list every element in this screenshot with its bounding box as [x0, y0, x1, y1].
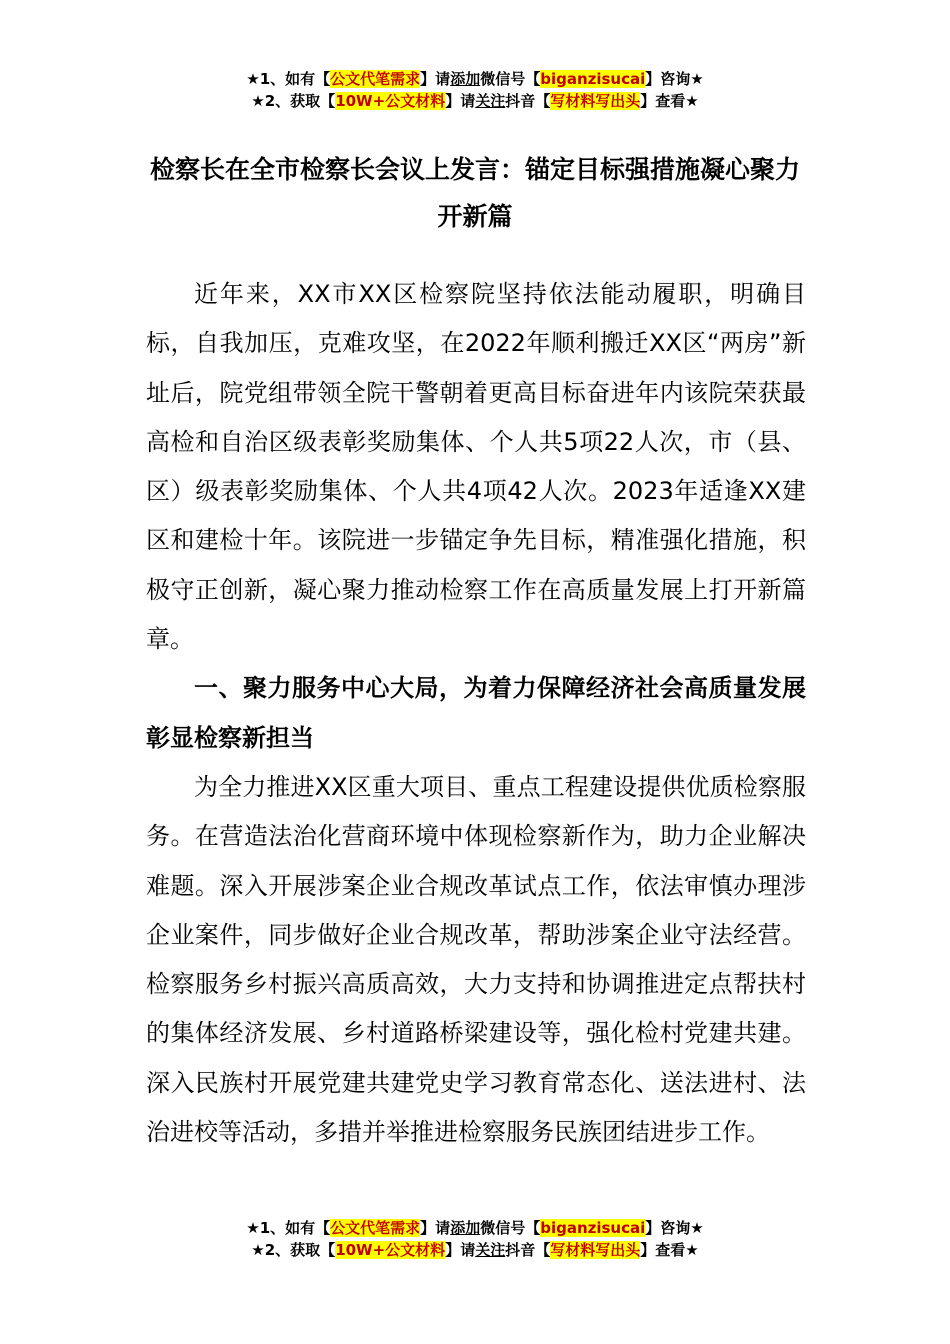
banner-line-1 — [0, 1217, 950, 1239]
banner-text: ★1、如有【 — [246, 70, 331, 88]
highlight-text: 写材料写出头 — [550, 92, 641, 110]
document-title: 检察长在全市检察长会议上发言：锚定目标强措施凝心聚力开新篇 — [149, 155, 800, 231]
banner-text: 】查看★ — [640, 1241, 699, 1259]
underlined-text: 添加 — [450, 1219, 481, 1237]
banner-text: 微信号【 — [480, 70, 541, 88]
underlined-text: 关注 — [475, 1241, 506, 1259]
underlined-text: 关注 — [475, 92, 506, 110]
highlight-text: 10W+公文材料 — [335, 92, 446, 110]
banner-text: 】查看★ — [640, 92, 699, 110]
paragraph-section-1: 为全力推进XX区重大项目、重点工程建设提供优质检察服务。在营造法治化营商环境中体现检察新作为，助力企业解决难题。深入开展涉案企业合规改革试点工作，依法审慎办理涉企业案件，同步做好企业合规改革，帮助涉案企业守法经营。检察服务乡村振兴高质高效，大力支持和协调推进定点帮扶村的集体经济发展、乡村道路桥梁建设等，强化检村党建共建。深入民族村开展党建共建党史学习教育常态化、送法进村、法治进校等活动，多措并举推进检察服务民族团结进步工作。 — [146, 772, 806, 1147]
highlight-text: 写材料写出头 — [550, 1241, 641, 1259]
banner-text: ★1、如有【 — [246, 1219, 331, 1237]
highlight-text: biganzisucai — [540, 70, 646, 88]
highlight-text: 公文代笔需求 — [330, 70, 421, 88]
banner-text: 】咨询★ — [645, 1219, 704, 1237]
banner-line-2 — [0, 90, 950, 112]
section-heading-1: 一、聚力服务中心大局，为着力保障经济社会高质量发展彰显检察新担当 — [146, 674, 806, 752]
banner-text: 抖音【 — [505, 92, 551, 110]
underlined-text: 添加 — [450, 70, 481, 88]
banner-text: 】请 — [420, 70, 451, 88]
highlight-text: biganzisucai — [540, 1219, 646, 1237]
document-body — [146, 270, 806, 1157]
highlight-text: 公文代笔需求 — [330, 1219, 421, 1237]
paragraph-intro: 近年来，XX市XX区检察院坚持依法能动履职，明确目标，自我加压，克难攻坚，在2022年顺利搬迁XX区“两房”新址后，院党组带领全院干警朝着更高目标奋进年内该院荣获最高检和自治区级表彰奖励集体、个人共5项22人次，市（县、区）级表彰奖励集体、个人共4项42人次。2023年适逢XX建区和建检十年。该院进一步锚定争先目标，精准强化措施，积极守正创新，凝心聚力推动检察工作在高质量发展上打开新篇章。 — [146, 280, 806, 654]
footer-banner — [0, 1217, 950, 1261]
banner-text: 】请 — [445, 1241, 476, 1259]
banner-line-1 — [0, 68, 950, 90]
banner-text: ★2、获取【 — [251, 92, 336, 110]
banner-text: 】请 — [420, 1219, 451, 1237]
header-banner — [0, 68, 950, 112]
banner-text: 抖音【 — [505, 1241, 551, 1259]
banner-text: 微信号【 — [480, 1219, 541, 1237]
banner-line-2 — [0, 1239, 950, 1261]
banner-text: ★2、获取【 — [251, 1241, 336, 1259]
banner-text: 】请 — [445, 92, 476, 110]
banner-text: 】咨询★ — [645, 70, 704, 88]
highlight-text: 10W+公文材料 — [335, 1241, 446, 1259]
